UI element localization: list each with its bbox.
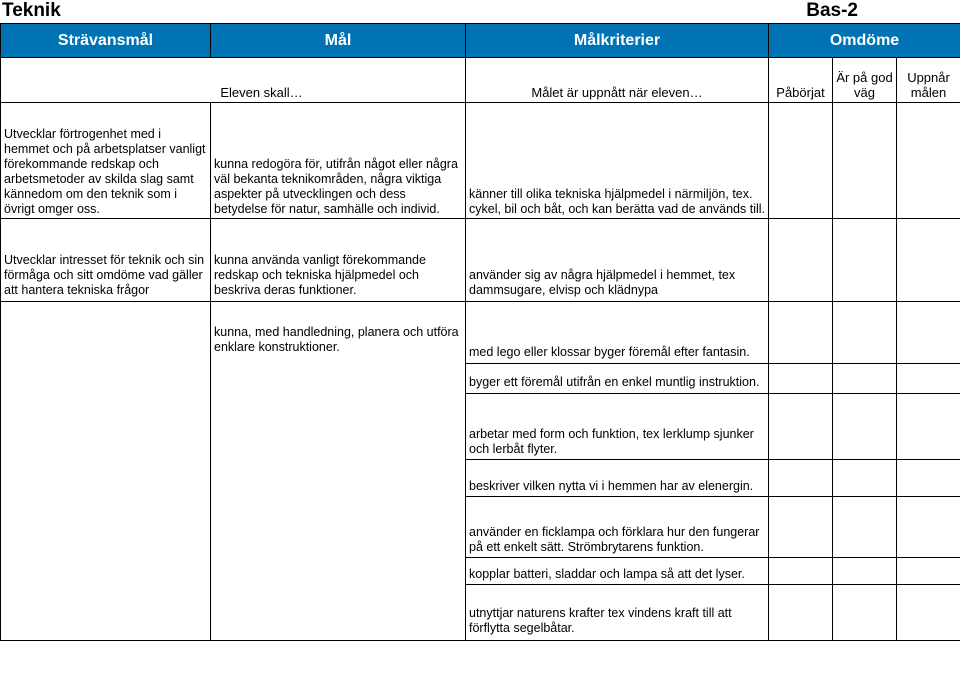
paborjat-checkbox-cell[interactable] — [769, 585, 833, 641]
paborjat-checkbox-cell[interactable] — [769, 103, 833, 219]
mal-cell: kunna använda vanligt förekommande redskap och tekniska hjälpmedel och beskriva deras funktioner. — [211, 219, 466, 302]
uppnar-malen-checkbox-cell[interactable] — [897, 394, 960, 460]
eleven-skall-label: Eleven skall… — [1, 58, 466, 103]
stravansmal-cell: Utvecklar förtrogenhet med i hemmet och på arbetsplatser vanligt förekommande redskap och arbetsmetoder av skilda slag samt kännedom om den teknik som i övrigt omger oss. — [1, 103, 211, 219]
paborjat-checkbox-cell[interactable] — [769, 219, 833, 302]
paborjat-checkbox-cell[interactable] — [769, 364, 833, 394]
ar-pa-god-vag-checkbox-cell[interactable] — [833, 103, 897, 219]
stravansmal-cell: Utvecklar intresset för teknik och sin förmåga och sitt omdöme vad gäller att hantera tekniska frågor — [1, 219, 211, 302]
paborjat-checkbox-cell[interactable] — [769, 460, 833, 497]
kriterium-cell: byger ett föremål utifrån en enkel muntlig instruktion. — [466, 364, 769, 394]
uppnar-malen-checkbox-cell[interactable] — [897, 219, 960, 302]
uppnar-malen-checkbox-cell[interactable] — [897, 497, 960, 558]
table-row — [1, 302, 960, 364]
paborjat-checkbox-cell[interactable] — [769, 394, 833, 460]
ar-pa-god-vag-checkbox-cell[interactable] — [833, 460, 897, 497]
ar-pa-god-vag-checkbox-cell[interactable] — [833, 558, 897, 585]
uppnar-malen-checkbox-cell[interactable] — [897, 302, 960, 364]
uppnar-malen-checkbox-cell[interactable] — [897, 364, 960, 394]
paborjat-checkbox-cell[interactable] — [769, 302, 833, 364]
mal-cell: kunna, med handledning, planera och utföra enklare konstruktioner. — [211, 302, 466, 641]
ar-pa-god-vag-checkbox-cell[interactable] — [833, 497, 897, 558]
col-mal: Mål — [211, 24, 466, 58]
uppnar-malen-checkbox-cell[interactable] — [897, 585, 960, 641]
kriterium-cell: beskriver vilken nytta vi i hemmen har av elenergin. — [466, 460, 769, 497]
kriterium-cell: använder sig av några hjälpmedel i hemmet, tex dammsugare, elvisp och klädnypa — [466, 219, 769, 302]
ar-pa-god-vag-label: Är på god väg — [833, 58, 897, 103]
ar-pa-god-vag-checkbox-cell[interactable] — [833, 219, 897, 302]
stravansmal-cell — [1, 302, 211, 641]
table-row — [1, 103, 960, 219]
uppnar-malen-label: Uppnår målen — [897, 58, 960, 103]
column-header-row — [1, 24, 960, 58]
subject-title: Teknik — [2, 0, 61, 21]
col-malkriterier: Målkriterier — [466, 24, 769, 58]
uppnar-malen-checkbox-cell[interactable] — [897, 460, 960, 497]
kriterium-cell: arbetar med form och funktion, tex lerklump sjunker och lerbåt flyter. — [466, 394, 769, 460]
ar-pa-god-vag-checkbox-cell[interactable] — [833, 394, 897, 460]
ar-pa-god-vag-checkbox-cell[interactable] — [833, 585, 897, 641]
level-title: Bas-2 — [806, 0, 858, 21]
mal-cell: kunna redogöra för, utifrån något eller några väl bekanta teknikområden, några viktiga aspekter på utvecklingen och dess betydelse för natur, samhälle och individ. — [211, 103, 466, 219]
uppnar-malen-checkbox-cell[interactable] — [897, 103, 960, 219]
assessment-table — [0, 23, 960, 641]
col-stravansmal: Strävansmål — [1, 24, 211, 58]
col-omdome: Omdöme — [769, 24, 960, 58]
kriterium-cell: utnyttjar naturens krafter tex vindens kraft till att förflytta segelbåtar. — [466, 585, 769, 641]
ar-pa-god-vag-checkbox-cell[interactable] — [833, 364, 897, 394]
paborjat-checkbox-cell[interactable] — [769, 558, 833, 585]
kriterium-cell: känner till olika tekniska hjälpmedel i närmiljön, tex. cykel, bil och båt, och kan berätta vad de används till. — [466, 103, 769, 219]
malet-uppnatt-label: Målet är uppnått när eleven… — [466, 58, 769, 103]
table-row — [1, 219, 960, 302]
kriterium-cell: kopplar batteri, sladdar och lampa så att det lyser. — [466, 558, 769, 585]
kriterium-cell: använder en ficklampa och förklara hur den fungerar på ett enkelt sätt. Strömbrytarens funktion. — [466, 497, 769, 558]
title-bar — [0, 0, 960, 23]
paborjat-checkbox-cell[interactable] — [769, 497, 833, 558]
uppnar-malen-checkbox-cell[interactable] — [897, 558, 960, 585]
kriterium-cell: med lego eller klossar byger föremål efter fantasin. — [466, 302, 769, 364]
subheader-row — [1, 58, 960, 103]
ar-pa-god-vag-checkbox-cell[interactable] — [833, 302, 897, 364]
paborjat-label: Påbörjat — [769, 58, 833, 103]
